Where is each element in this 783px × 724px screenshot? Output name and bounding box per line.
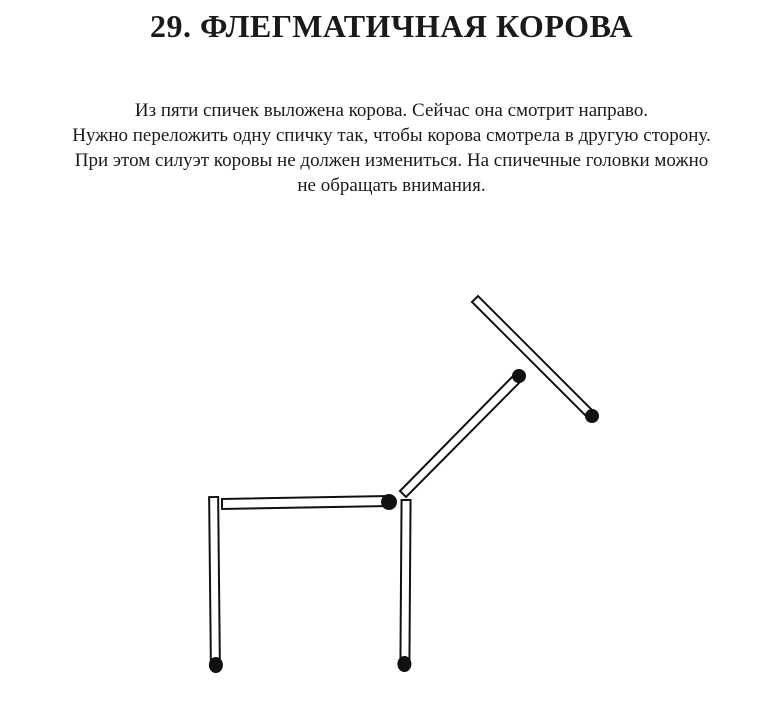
- description-line: Из пяти спичек выложена корова. Сейчас она смотрит направо.: [134, 100, 649, 121]
- description-line: Нужно переложить одну спичку так, чтобы корова смотрела в другую сторону.: [72, 125, 711, 146]
- match-head: [397, 656, 411, 672]
- puzzle-title: 29. ФЛЕГМАТИЧНАЯ КОРОВА: [149, 8, 633, 44]
- description-line: не обращать внимания.: [297, 175, 486, 196]
- match-stick: [400, 373, 522, 497]
- match-head: [209, 657, 223, 673]
- match-stick: [209, 497, 220, 665]
- match-stick: [222, 496, 389, 509]
- match-front-leg: [397, 500, 412, 672]
- match-stick: [400, 500, 410, 665]
- match-neck: [400, 369, 526, 497]
- description-line: При этом силуэт коровы не должен измениться. На спичечные головки можно: [74, 150, 709, 171]
- match-head: [585, 409, 599, 423]
- match-back: [222, 494, 397, 510]
- match-head: [381, 494, 397, 510]
- match-back-leg: [207, 497, 223, 673]
- match-head: [512, 369, 526, 383]
